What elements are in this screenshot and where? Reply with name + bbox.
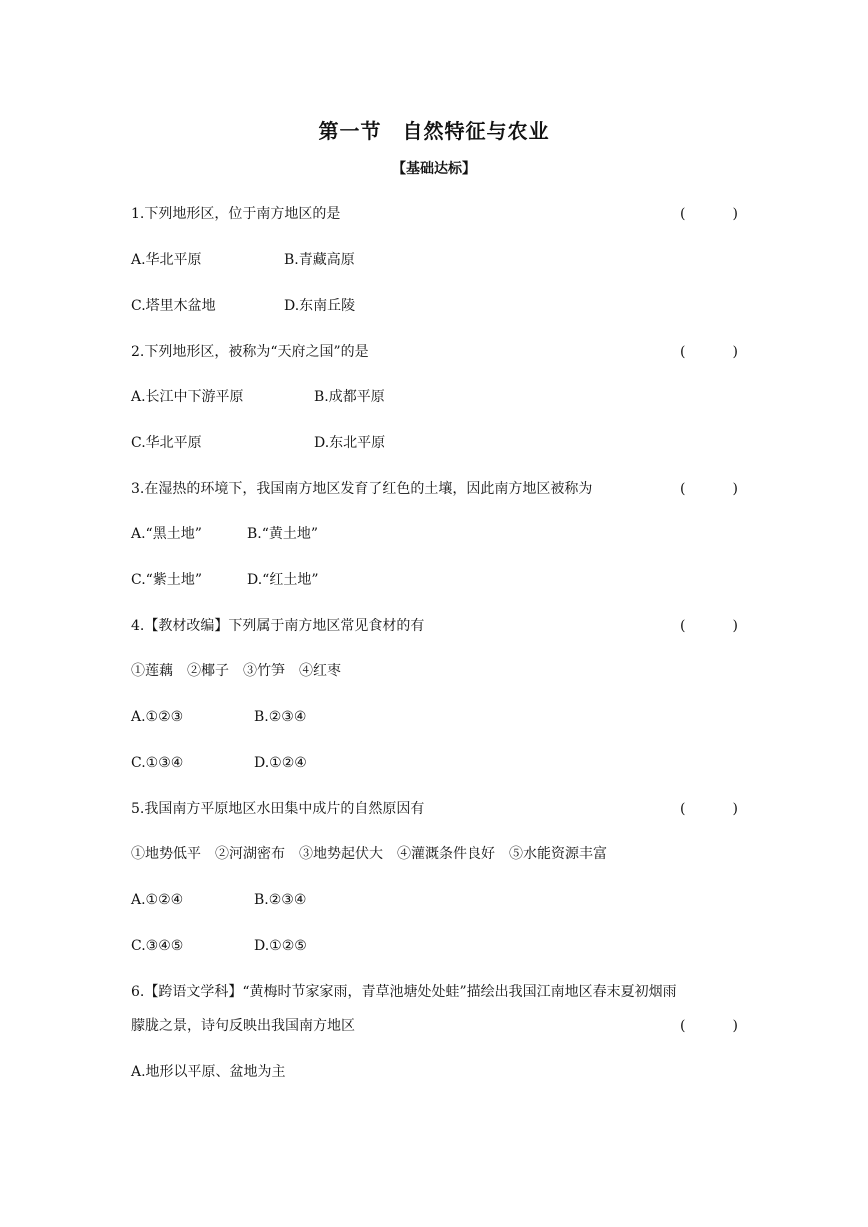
question-3-option-d: D.“红土地”	[247, 572, 319, 588]
question-4-option-a: A.①②③	[131, 709, 184, 725]
question-6-stem-line-1: 6.【跨语文学科】“黄梅时节家家雨，青草池塘处处蛙”描绘出我国江南地区春末夏初烟雨	[131, 984, 677, 1000]
question-4-option-c: C.①③④	[131, 755, 184, 771]
bracket-open: (	[680, 206, 686, 222]
question-2-option-c: C.华北平原	[131, 435, 202, 451]
bracket-open: (	[680, 801, 686, 817]
question-4-option-d: D.①②④	[254, 755, 307, 771]
question-5-option-a: A.①②④	[131, 892, 184, 908]
answer-bracket	[680, 799, 738, 819]
section-heading: 【基础达标】	[392, 161, 476, 177]
question-3-stem: 3.在湿热的环境下，我国南方地区发育了红色的土壤，因此南方地区被称为	[131, 481, 593, 497]
answer-bracket	[680, 616, 738, 636]
question-1-stem: 1.下列地形区，位于南方地区的是	[131, 206, 341, 222]
question-1-option-a: A.华北平原	[131, 252, 202, 268]
question-3-option-a: A.“黑土地”	[131, 526, 202, 542]
question-2-option-b: B.成都平原	[314, 389, 385, 405]
answer-bracket	[680, 1016, 738, 1036]
bracket-open: (	[680, 618, 686, 634]
answer-bracket	[680, 204, 738, 224]
bracket-close: )	[732, 1018, 738, 1034]
bracket-open: (	[680, 481, 686, 497]
bracket-close: )	[732, 206, 738, 222]
question-5-items: ①地势低平 ②河湖密布 ③地势起伏大 ④灌溉条件良好 ⑤水能资源丰富	[131, 846, 607, 862]
question-3-option-c: C.“紫土地”	[131, 572, 202, 588]
question-2-stem: 2.下列地形区，被称为“天府之国”的是	[131, 344, 369, 360]
question-5-option-d: D.①②⑤	[254, 938, 307, 954]
question-6-option-a: A.地形以平原、盆地为主	[131, 1064, 286, 1080]
question-4-items: ①莲藕 ②椰子 ③竹笋 ④红枣	[131, 663, 341, 679]
answer-bracket	[680, 342, 738, 362]
question-5-stem: 5.我国南方平原地区水田集中成片的自然原因有	[131, 801, 425, 817]
bracket-close: )	[732, 481, 738, 497]
bracket-close: )	[732, 344, 738, 360]
question-4-stem: 4.【教材改编】下列属于南方地区常见食材的有	[131, 618, 425, 634]
question-2-option-a: A.长江中下游平原	[131, 389, 244, 405]
answer-bracket	[680, 479, 738, 499]
question-5-option-c: C.③④⑤	[131, 938, 184, 954]
question-2-option-d: D.东北平原	[314, 435, 386, 451]
bracket-close: )	[732, 801, 738, 817]
question-6-stem-line-2: 朦胧之景，诗句反映出我国南方地区	[131, 1018, 355, 1034]
bracket-open: (	[680, 344, 686, 360]
question-1-option-d: D.东南丘陵	[284, 298, 356, 314]
bracket-open: (	[680, 1018, 686, 1034]
question-3-option-b: B.“黄土地”	[247, 526, 319, 542]
question-1-option-c: C.塔里木盆地	[131, 298, 216, 314]
bracket-close: )	[732, 618, 738, 634]
question-5-option-b: B.②③④	[254, 892, 307, 908]
question-4-option-b: B.②③④	[254, 709, 307, 725]
question-1-option-b: B.青藏高原	[284, 252, 355, 268]
page-title: 第一节 自然特征与农业	[318, 119, 550, 143]
